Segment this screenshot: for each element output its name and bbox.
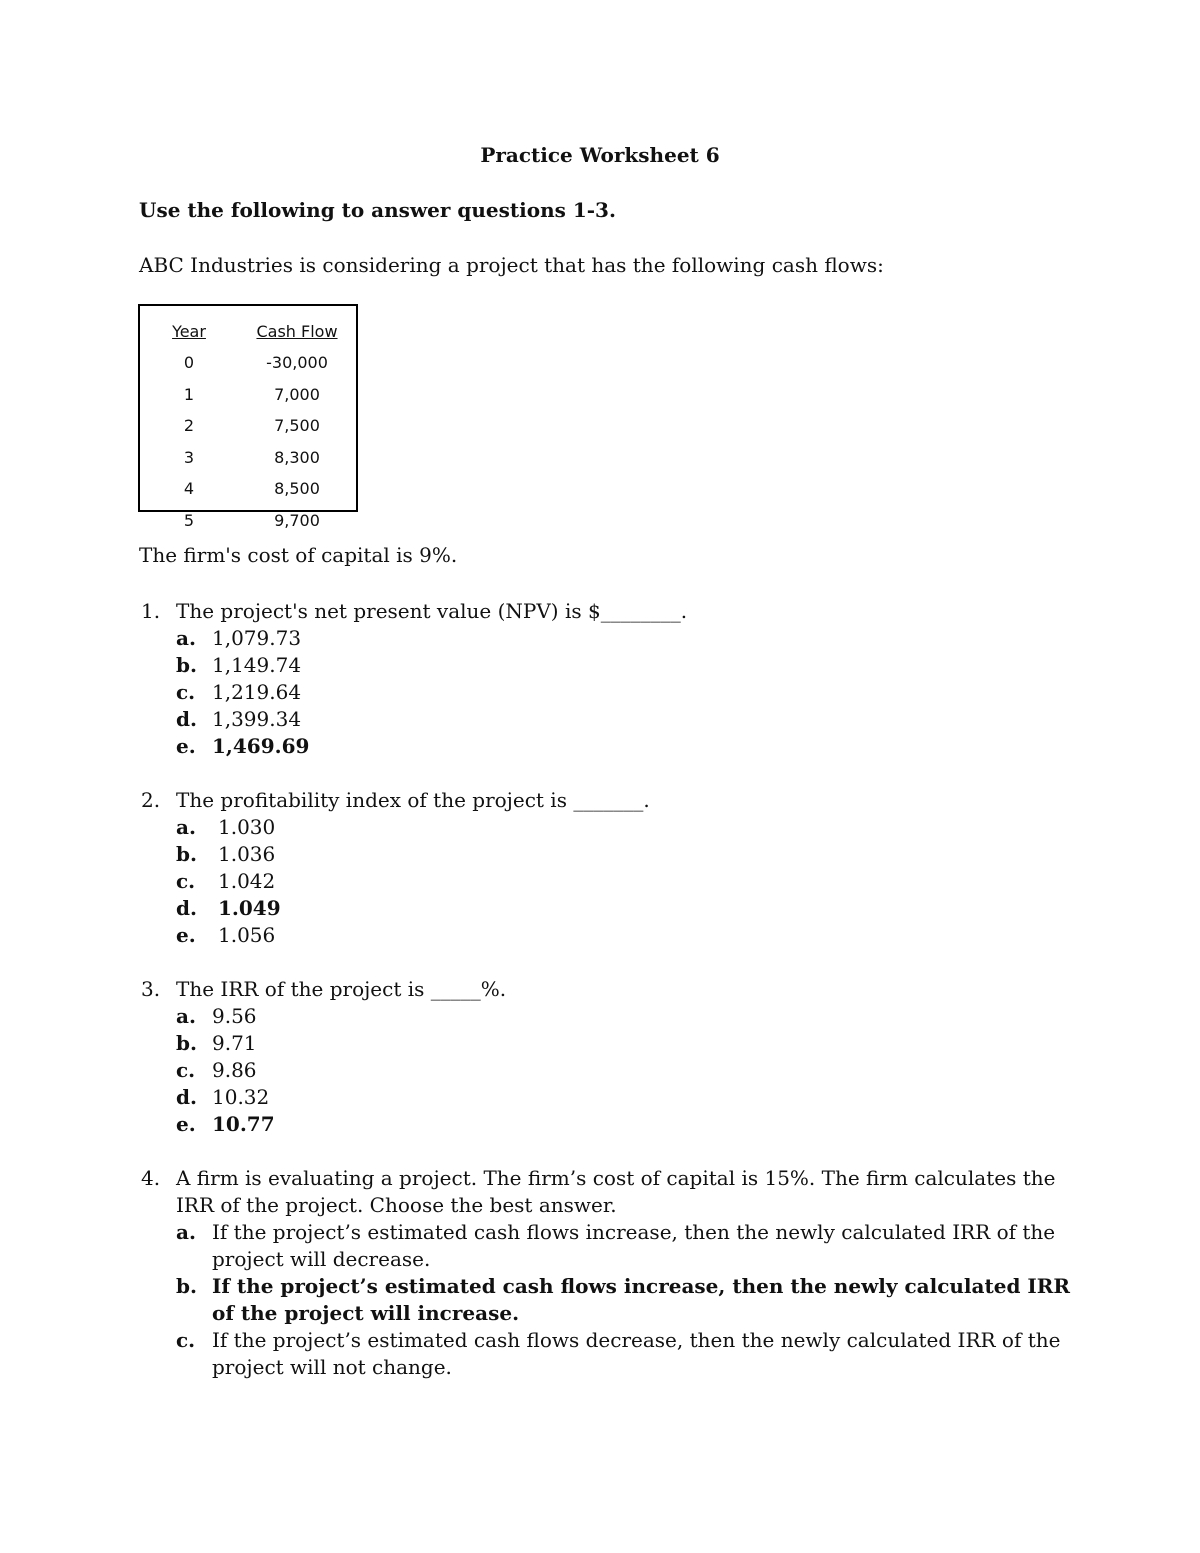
question-stem: The profitability index of the project is _______. [176, 788, 650, 812]
year-header: Year [172, 321, 206, 341]
question-3 [141, 976, 1071, 1138]
option-text: 10.77 [212, 1112, 275, 1136]
option-text: 1.036 [218, 842, 276, 866]
option-text: If the project’s estimated cash flows increase, then the newly calculated IRR of the project will decrease. [212, 1220, 1056, 1271]
option-text: 1,399.34 [212, 707, 302, 731]
option-letter: b. [176, 653, 197, 677]
option-text: 1.030 [218, 815, 276, 839]
option-letter: c. [176, 869, 196, 893]
answer-option [141, 625, 1071, 652]
option-letter: e. [176, 1112, 196, 1136]
answer-options [141, 1219, 1071, 1381]
question-number: 1. [141, 599, 161, 623]
option-text: 1,149.74 [212, 653, 302, 677]
year-cell: 1 [183, 384, 195, 404]
option-letter: c. [176, 1328, 196, 1352]
cash-flow-table [140, 315, 356, 536]
option-text: 10.32 [212, 1085, 270, 1109]
answer-option [141, 814, 1071, 841]
option-letter: d. [176, 1085, 197, 1109]
answer-option [141, 841, 1071, 868]
cash-flow-header: Cash Flow [256, 321, 338, 341]
cash-flow-cell: -30,000 [266, 353, 328, 373]
question-2 [141, 787, 1071, 949]
option-text: 1.042 [218, 869, 276, 893]
option-text: 9.71 [212, 1031, 257, 1055]
option-letter: b. [176, 842, 197, 866]
option-letter: e. [176, 923, 196, 947]
cash-flow-table-box [138, 304, 358, 530]
answer-option [141, 652, 1071, 679]
year-cell: 2 [183, 416, 195, 436]
table-header-row [140, 315, 356, 347]
answer-option-correct [141, 1273, 1071, 1327]
table-row [140, 379, 356, 411]
question-stem: A firm is evaluating a project. The firm’s cost of capital is 15%. The firm calculates the IRR of the project. Choose the best answer. [176, 1166, 1056, 1217]
option-letter: a. [176, 1220, 196, 1244]
option-text: 1.056 [218, 923, 276, 947]
option-text: 1.049 [218, 896, 281, 920]
answer-option-correct [141, 733, 1071, 760]
option-text: 1,469.69 [212, 734, 310, 758]
year-cell: 5 [183, 510, 195, 530]
answer-option [141, 679, 1071, 706]
answer-option [141, 1084, 1071, 1111]
question-number: 4. [141, 1166, 161, 1190]
page-title: Practice Worksheet 6 [480, 143, 720, 167]
option-text: 9.86 [212, 1058, 257, 1082]
answer-option [141, 868, 1071, 895]
table-row [140, 505, 356, 537]
option-text: 9.56 [212, 1004, 257, 1028]
question-4 [141, 1165, 1071, 1381]
answer-option [141, 1327, 1071, 1381]
question-stem: The IRR of the project is _____%. [176, 977, 507, 1001]
cost-of-capital-text: The firm's cost of capital is 9%. [139, 543, 458, 567]
question-1 [141, 598, 1071, 760]
option-text: If the project’s estimated cash flows increase, then the newly calculated IRR of the project will increase. [212, 1274, 1070, 1325]
question-number: 2. [141, 788, 161, 812]
answer-option [141, 1219, 1071, 1273]
option-letter: a. [176, 626, 196, 650]
answer-option [141, 706, 1071, 733]
year-cell: 3 [183, 447, 195, 467]
option-text: 1,219.64 [212, 680, 302, 704]
cash-flow-cell: 7,500 [274, 416, 320, 436]
table-row [140, 410, 356, 442]
cash-flow-cell: 9,700 [274, 510, 320, 530]
option-text: If the project’s estimated cash flows decrease, then the newly calculated IRR of the project will not change. [212, 1328, 1061, 1379]
answer-option-correct [141, 895, 1071, 922]
option-letter: b. [176, 1031, 197, 1055]
answer-option [141, 1057, 1071, 1084]
option-letter: d. [176, 896, 197, 920]
cash-flow-cell: 8,500 [274, 479, 320, 499]
answer-options [141, 814, 1071, 949]
answer-option [141, 1030, 1071, 1057]
year-cell: 0 [183, 353, 195, 373]
year-cell: 4 [183, 479, 195, 499]
option-text: 1,079.73 [212, 626, 302, 650]
cash-flow-cell: 7,000 [274, 384, 320, 404]
answer-option [141, 922, 1071, 949]
answer-options [141, 625, 1071, 760]
answer-options [141, 1003, 1071, 1138]
option-letter: a. [176, 815, 196, 839]
table-row [140, 473, 356, 505]
option-letter: e. [176, 734, 196, 758]
question-stem: The project's net present value (NPV) is $________. [176, 599, 688, 623]
cash-flow-cell: 8,300 [274, 447, 320, 467]
instructions: Use the following to answer questions 1-3. [139, 198, 616, 222]
option-letter: d. [176, 707, 197, 731]
question-number: 3. [141, 977, 161, 1001]
option-letter: a. [176, 1004, 196, 1028]
table-row [140, 347, 356, 379]
answer-option-correct [141, 1111, 1071, 1138]
option-letter: b. [176, 1274, 197, 1298]
table-row [140, 442, 356, 474]
option-letter: c. [176, 1058, 196, 1082]
intro-text: ABC Industries is considering a project that has the following cash flows: [139, 253, 884, 277]
answer-option [141, 1003, 1071, 1030]
option-letter: c. [176, 680, 196, 704]
